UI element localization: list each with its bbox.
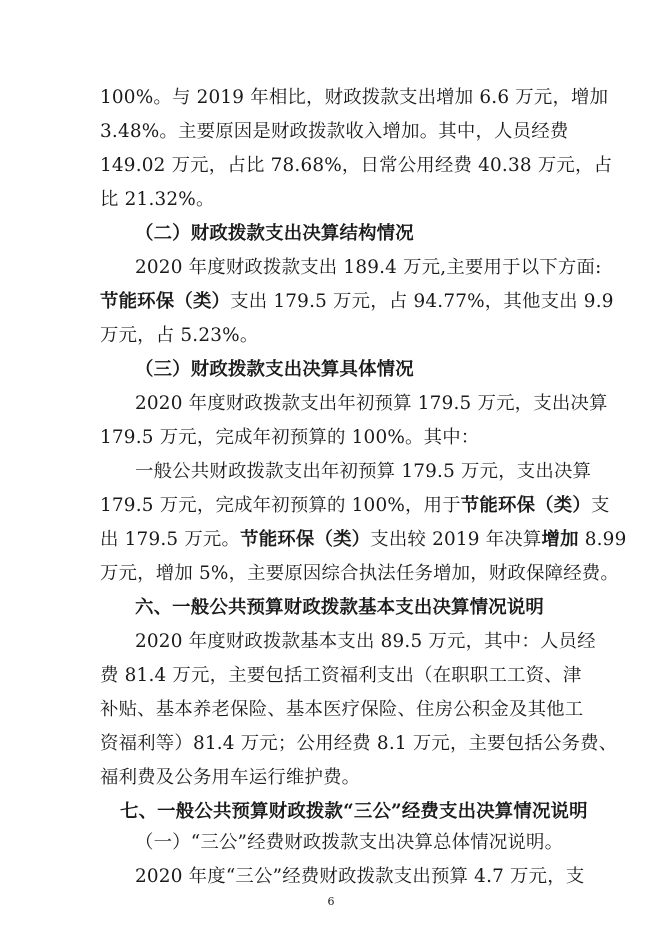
line-text: 179.5 万元，完成年初预算的 100%，用于: [100, 495, 461, 516]
section-heading: 七、一般公共预算财政拨款“三公”经费支出决算情况说明: [120, 801, 588, 822]
paragraph-line: [100, 523, 627, 557]
paragraph-line: 149.02 万元，占比 78.68%，日常公用经费 40.38 万元，占: [100, 155, 613, 176]
paragraph-line: 补贴、基本养老保险、基本医疗保险、住房公积金及其他工: [100, 699, 584, 720]
bold-term: 增加: [541, 529, 579, 550]
paragraph-line: 一般公共财政拨款支出年初预算 179.5 万元，支出决算: [135, 461, 592, 482]
paragraph-line: 万元，增加 5%，主要原因综合执法任务增加，财政保障经费。: [100, 563, 619, 584]
section-heading: 六、一般公共预算财政拨款基本支出决算情况说明: [135, 597, 544, 618]
paragraph-line: 2020 年度财政拨款支出 189.4 万元,主要用于以下方面:: [135, 257, 602, 278]
paragraph-line: 2020 年度“三公”经费财政拨款支出预算 4.7 万元，支: [135, 866, 585, 887]
line-text: 支: [590, 495, 610, 516]
paragraph-line: 福利费及公务用车运行维护费。: [100, 767, 361, 788]
paragraph-line: 3.48%。主要原因是财政拨款收入增加。其中，人员经费: [100, 121, 569, 142]
paragraph-line: 179.5 万元，完成年初预算的 100%。其中：: [100, 427, 480, 448]
section-heading: （二）财政拨款支出决算结构情况: [135, 223, 414, 244]
paragraph-line: [100, 285, 614, 319]
line-text: 8.99: [578, 529, 627, 550]
line-text: 出 179.5 万元。: [100, 529, 241, 550]
paragraph-line: 万元，占 5.23%。: [100, 325, 259, 346]
paragraph-line: 资福利等）81.4 万元；公用经费 8.1 万元，主要包括公务费、: [100, 733, 618, 754]
paragraph-line: （一）“三公”经费财政拨款支出决算总体情况说明。: [135, 832, 564, 853]
paragraph-line: 比 21.32%。: [100, 189, 215, 210]
section-heading: （三）财政拨款支出决算具体情况: [135, 359, 414, 380]
line-text: 支出较 2019 年决算: [370, 529, 542, 550]
paragraph-line: 2020 年度财政拨款支出年初预算 179.5 万元，支出决算: [135, 393, 608, 414]
paragraph-line: 100%。与 2019 年相比，财政拨款支出增加 6.6 万元，增加: [100, 87, 609, 108]
bold-term: 节能环保（类）: [240, 529, 371, 550]
bold-term: 节能环保（类）: [460, 495, 591, 516]
page-number: 6: [327, 895, 335, 908]
bold-term: 节能环保（类）: [100, 291, 231, 312]
paragraph-line: 费 81.4 万元，主要包括工资福利支出（在职职工工资、津: [100, 665, 582, 686]
paragraph-line: [100, 489, 610, 523]
paragraph-line: 2020 年度财政拨款基本支出 89.5 万元，其中：人员经: [135, 631, 596, 652]
line-text: 支出 179.5 万元，占 94.77%，其他支出 9.9: [230, 291, 614, 312]
